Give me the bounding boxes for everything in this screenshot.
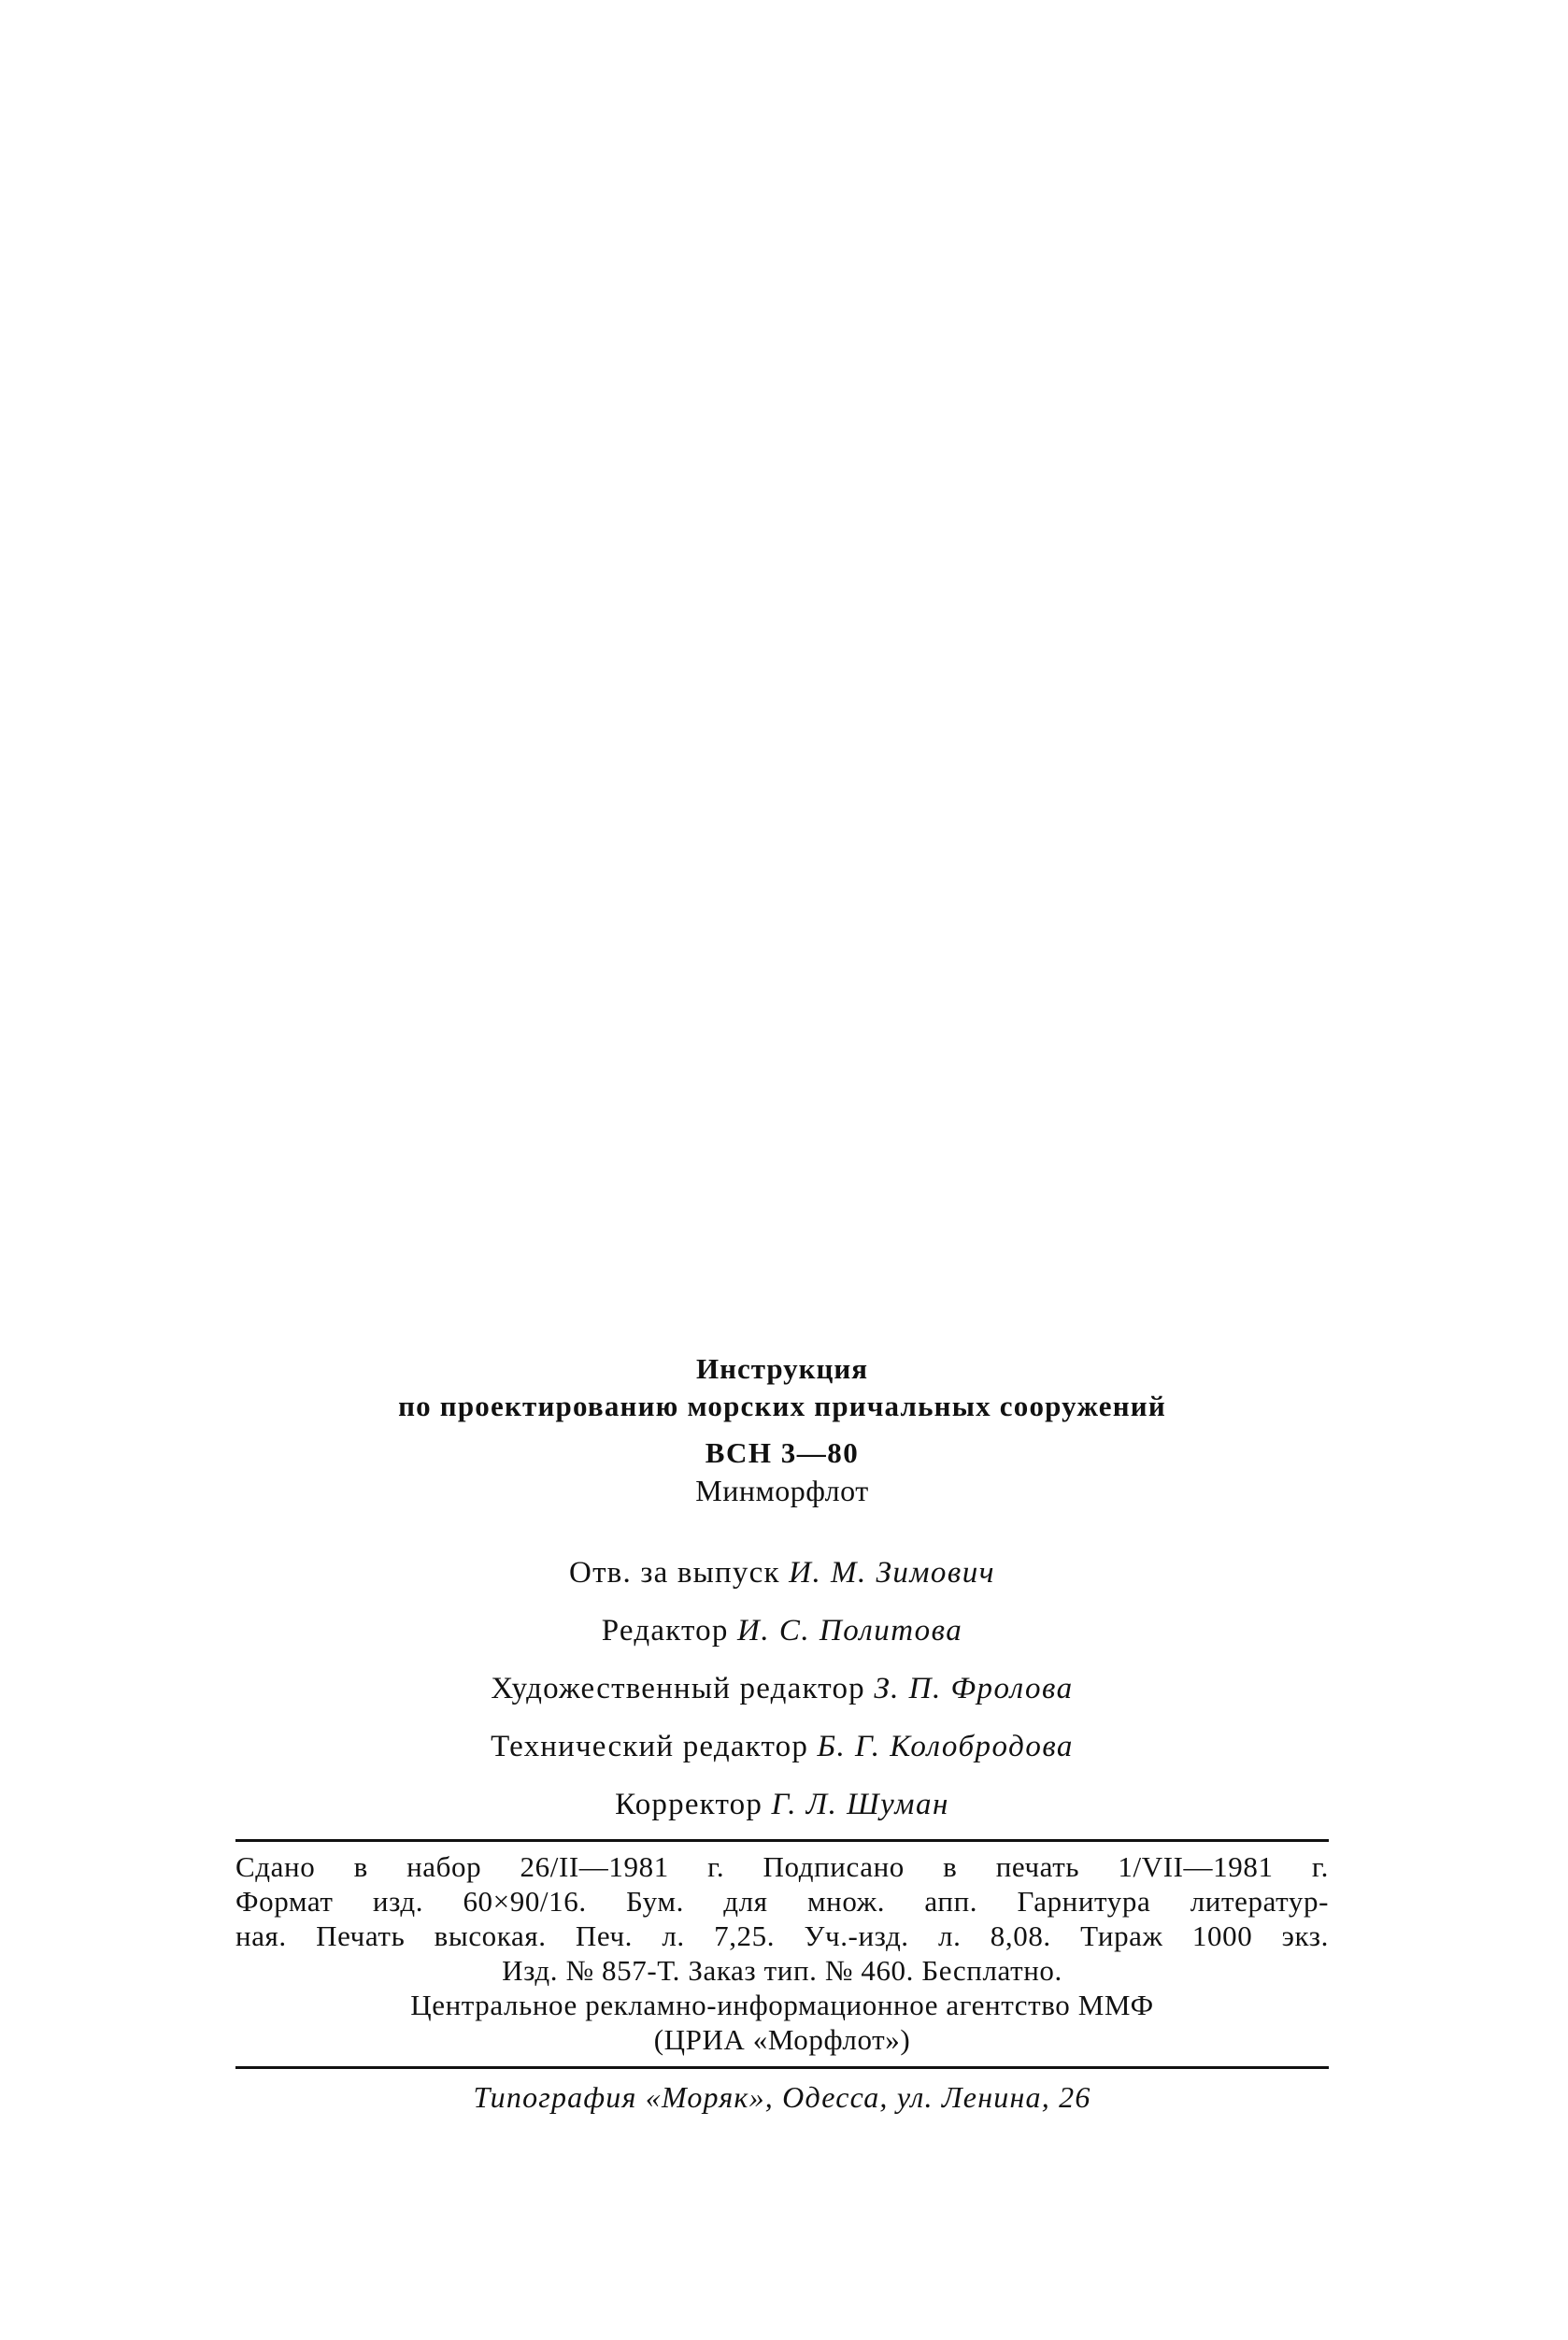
credit-name: З. П. Фролова	[874, 1672, 1074, 1705]
document-title: Инструкция	[695, 1352, 869, 1385]
imprint-line: Формат изд. 60×90/16. Бум. для множ. апп. Гарнитура литератур-	[235, 1885, 1329, 1918]
credit-release-responsible	[235, 1544, 1329, 1602]
title-block	[235, 1350, 1329, 1509]
credit-name: И. С. Политова	[737, 1614, 963, 1648]
credit-role: Корректор	[615, 1788, 763, 1821]
imprint-line: (ЦРИА «Морфлот»)	[653, 2023, 911, 2056]
credit-proofreader	[235, 1776, 1329, 1833]
imprint-line: ная. Печать высокая. Печ. л. 7,25. Уч.-изд. л. 8,08. Тираж 1000 экз.	[235, 1919, 1329, 1952]
credit-name: Б. Г. Колобродова	[817, 1730, 1074, 1763]
document-subtitle: по проектированию морских причальных сооружений	[398, 1390, 1166, 1422]
credit-name: И. М. Зимович	[789, 1556, 995, 1590]
imprint-line: Центральное рекламно-информационное агентство ММФ	[410, 1989, 1154, 2021]
credit-technical-editor	[235, 1718, 1329, 1776]
credit-art-editor	[235, 1660, 1329, 1718]
credit-name: Г. Л. Шуман	[771, 1788, 949, 1821]
credit-role: Художественный редактор	[491, 1672, 865, 1705]
credit-role: Редактор	[601, 1614, 729, 1648]
document-code: ВСН 3—80	[705, 1436, 860, 1469]
imprint-line: Изд. № 857-Т. Заказ тип. № 460. Бесплатно.	[502, 1954, 1062, 1987]
credit-editor	[235, 1602, 1329, 1660]
credits-list	[235, 1544, 1329, 1833]
credit-role: Отв. за выпуск	[569, 1556, 780, 1590]
divider-bottom	[235, 2066, 1329, 2069]
printer-line: Типография «Моряк», Одесса, ул. Ленина, 26	[473, 2080, 1091, 2114]
imprint-block	[235, 1842, 1329, 2066]
imprint-line: Сдано в набор 26/II—1981 г. Подписано в печать 1/VII—1981 г.	[235, 1850, 1329, 1883]
credit-role: Технический редактор	[491, 1730, 809, 1763]
issuing-organization: Минморфлот	[695, 1474, 869, 1507]
colophon	[235, 1350, 1329, 2116]
